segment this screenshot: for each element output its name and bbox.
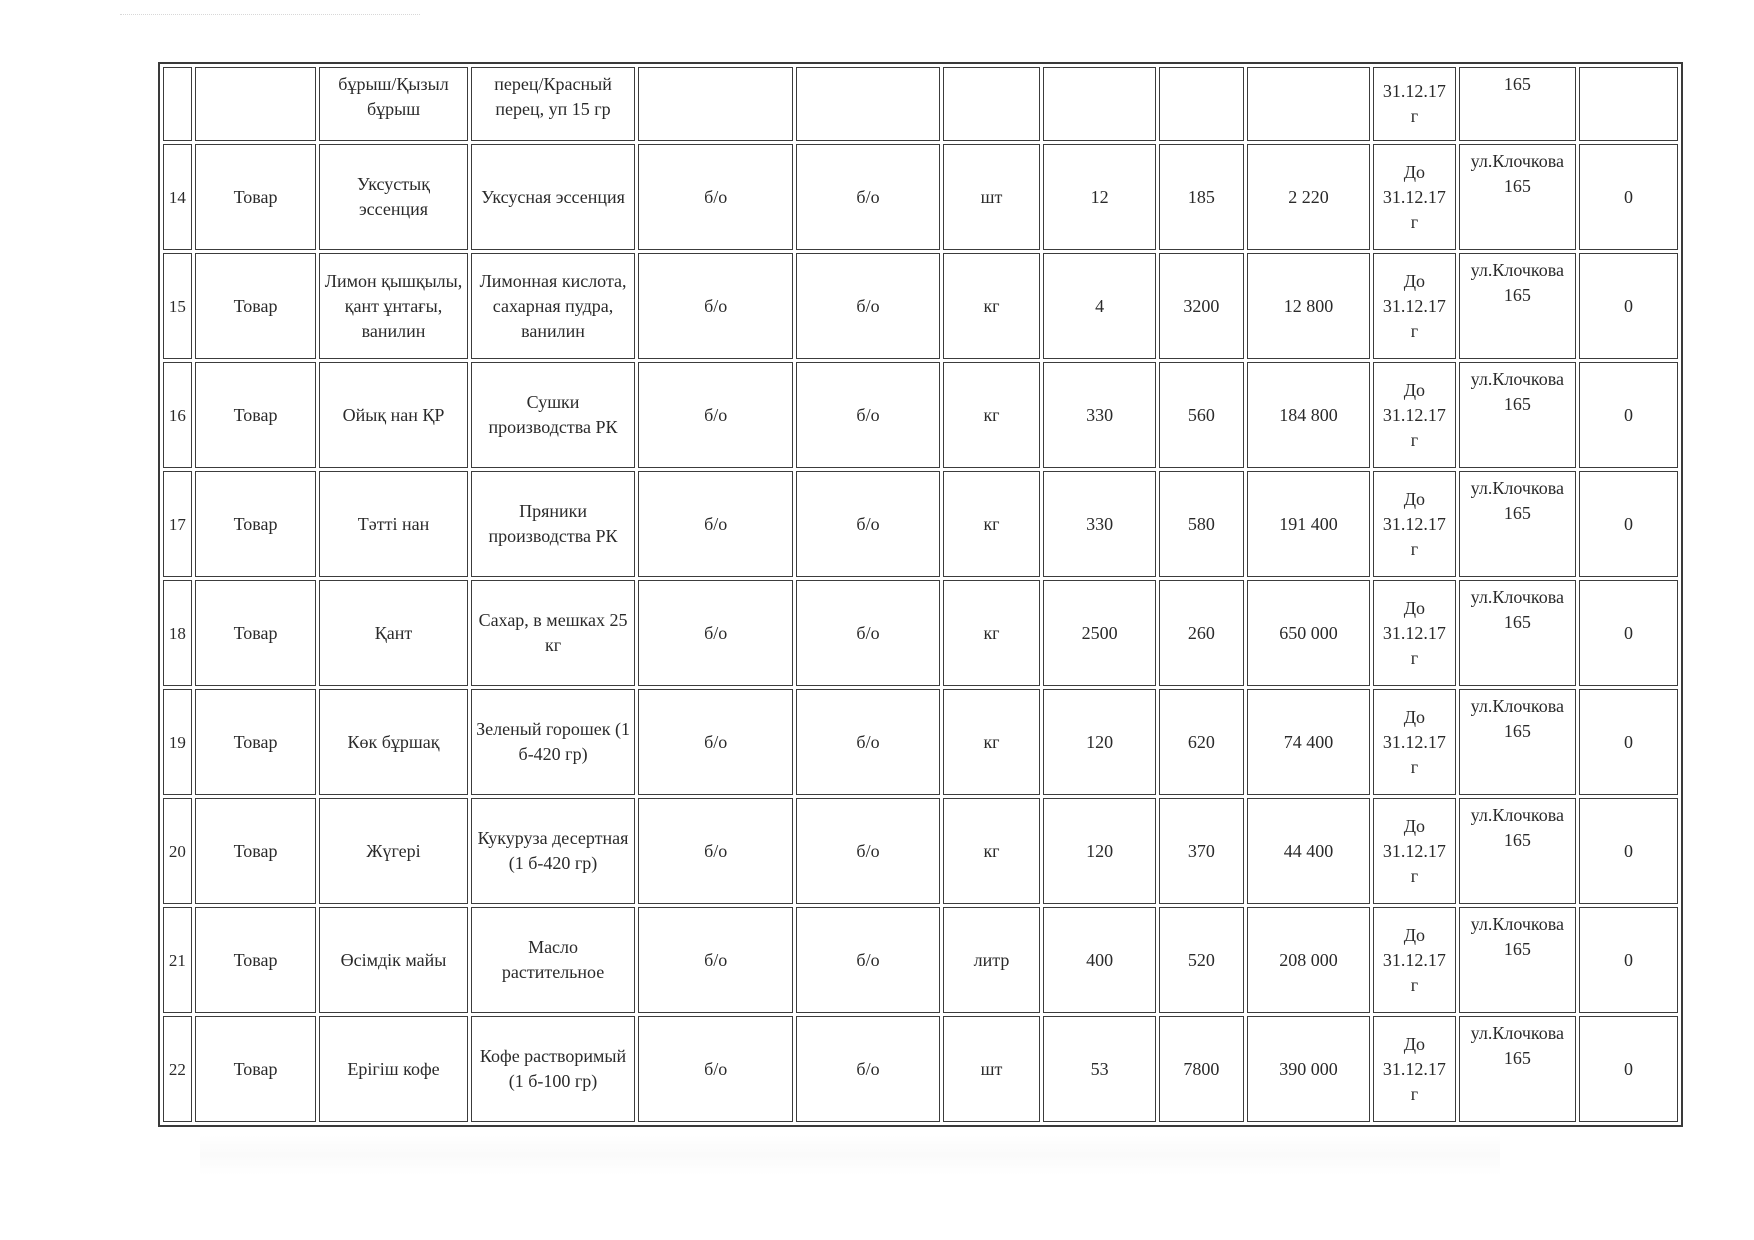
cell-advance: 0	[1579, 798, 1678, 904]
cell-place: ул.Клочкова 165	[1459, 580, 1576, 686]
cell-name-kz: Уксустық эссенция	[319, 144, 467, 250]
cell-spec1: б/о	[638, 362, 792, 468]
cell-place: ул.Клочкова 165	[1459, 689, 1576, 795]
cell-sum: 390 000	[1247, 1016, 1371, 1122]
cell-sum: 184 800	[1247, 362, 1371, 468]
cell-type: Товар	[195, 471, 317, 577]
cell-name-ru: Масло растительное	[471, 907, 636, 1013]
cell-spec1: б/о	[638, 253, 792, 359]
cell-sum: 12 800	[1247, 253, 1371, 359]
cell-qty	[1043, 67, 1156, 141]
table-row	[163, 907, 1678, 1013]
cell-spec2: б/о	[796, 907, 940, 1013]
cell-place: ул.Клочкова 165	[1459, 362, 1576, 468]
cell-spec1: б/о	[638, 798, 792, 904]
cell-price: 260	[1159, 580, 1243, 686]
cell-qty: 120	[1043, 798, 1156, 904]
cell-spec1: б/о	[638, 144, 792, 250]
cell-price: 580	[1159, 471, 1243, 577]
cell-spec2	[796, 67, 940, 141]
cell-name-kz: Көк бұршақ	[319, 689, 467, 795]
cell-price: 185	[1159, 144, 1243, 250]
cell-place: ул.Клочкова 165	[1459, 1016, 1576, 1122]
cell-price	[1159, 67, 1243, 141]
cell-term: До 31.12.17 г	[1373, 362, 1455, 468]
cell-sum: 44 400	[1247, 798, 1371, 904]
cell-advance: 0	[1579, 1016, 1678, 1122]
cell-unit: шт	[943, 1016, 1040, 1122]
cell-type: Товар	[195, 580, 317, 686]
cell-unit: кг	[943, 580, 1040, 686]
cell-name-kz: Тәтті нан	[319, 471, 467, 577]
cell-sum: 208 000	[1247, 907, 1371, 1013]
cell-name-ru: Кофе растворимый (1 б-100 гр)	[471, 1016, 636, 1122]
table-row	[163, 1016, 1678, 1122]
cell-term: 31.12.17 г	[1373, 67, 1455, 141]
cell-unit: кг	[943, 471, 1040, 577]
cell-number: 18	[163, 580, 192, 686]
cell-qty: 2500	[1043, 580, 1156, 686]
cell-term: До 31.12.17 г	[1373, 471, 1455, 577]
cell-advance: 0	[1579, 362, 1678, 468]
table-body	[163, 67, 1678, 1122]
cell-price: 7800	[1159, 1016, 1243, 1122]
table-row	[163, 471, 1678, 577]
cell-term: До 31.12.17 г	[1373, 689, 1455, 795]
cell-price: 560	[1159, 362, 1243, 468]
cell-term: До 31.12.17 г	[1373, 144, 1455, 250]
cell-term: До 31.12.17 г	[1373, 253, 1455, 359]
cell-qty: 120	[1043, 689, 1156, 795]
cell-name-ru: Лимонная кислота, сахарная пудра, ванилин	[471, 253, 636, 359]
cell-spec2: б/о	[796, 253, 940, 359]
cell-unit: кг	[943, 798, 1040, 904]
cell-advance: 0	[1579, 689, 1678, 795]
cell-unit: кг	[943, 689, 1040, 795]
cell-advance: 0	[1579, 907, 1678, 1013]
cell-spec2: б/о	[796, 471, 940, 577]
cell-type: Товар	[195, 689, 317, 795]
cell-term: До 31.12.17 г	[1373, 907, 1455, 1013]
table-row	[163, 362, 1678, 468]
cell-number: 14	[163, 144, 192, 250]
cell-sum	[1247, 67, 1371, 141]
cell-place: ул.Клочкова 165	[1459, 253, 1576, 359]
cell-spec2: б/о	[796, 144, 940, 250]
cell-sum: 191 400	[1247, 471, 1371, 577]
table-row	[163, 689, 1678, 795]
cell-place: ул.Клочкова 165	[1459, 471, 1576, 577]
cell-qty: 400	[1043, 907, 1156, 1013]
table-row	[163, 798, 1678, 904]
cell-sum: 650 000	[1247, 580, 1371, 686]
cell-name-kz: Өсімдік майы	[319, 907, 467, 1013]
cell-type: Товар	[195, 1016, 317, 1122]
cell-qty: 330	[1043, 471, 1156, 577]
cell-type: Товар	[195, 907, 317, 1013]
cell-spec1: б/о	[638, 689, 792, 795]
cell-name-ru: перец/Красный перец, уп 15 гр	[471, 67, 636, 141]
cell-name-ru: Зеленый горошек (1 б-420 гр)	[471, 689, 636, 795]
cell-name-ru: Кукуруза десертная (1 б-420 гр)	[471, 798, 636, 904]
scan-artifact-bottom	[200, 1135, 1500, 1175]
cell-number: 22	[163, 1016, 192, 1122]
cell-unit	[943, 67, 1040, 141]
cell-unit: кг	[943, 253, 1040, 359]
cell-advance: 0	[1579, 471, 1678, 577]
cell-term: До 31.12.17 г	[1373, 580, 1455, 686]
table-row	[163, 144, 1678, 250]
table-row	[163, 253, 1678, 359]
cell-place: ул.Клочкова 165	[1459, 798, 1576, 904]
cell-price: 620	[1159, 689, 1243, 795]
cell-spec1: б/о	[638, 907, 792, 1013]
cell-price: 3200	[1159, 253, 1243, 359]
table-row	[163, 580, 1678, 686]
cell-name-ru: Уксусная эссенция	[471, 144, 636, 250]
cell-unit: литр	[943, 907, 1040, 1013]
cell-number: 20	[163, 798, 192, 904]
cell-type	[195, 67, 317, 141]
cell-qty: 4	[1043, 253, 1156, 359]
cell-price: 520	[1159, 907, 1243, 1013]
cell-spec1: б/о	[638, 471, 792, 577]
cell-spec2: б/о	[796, 689, 940, 795]
cell-qty: 12	[1043, 144, 1156, 250]
cell-spec1: б/о	[638, 1016, 792, 1122]
cell-advance: 0	[1579, 580, 1678, 686]
cell-type: Товар	[195, 253, 317, 359]
cell-name-ru: Сушки производства РК	[471, 362, 636, 468]
cell-name-kz: бұрыш/Қызыл бұрыш	[319, 67, 467, 141]
cell-name-kz: Ойық нан ҚР	[319, 362, 467, 468]
cell-spec2: б/о	[796, 798, 940, 904]
cell-advance: 0	[1579, 253, 1678, 359]
cell-name-kz: Жүгері	[319, 798, 467, 904]
cell-number: 19	[163, 689, 192, 795]
cell-price: 370	[1159, 798, 1243, 904]
cell-term: До 31.12.17 г	[1373, 798, 1455, 904]
cell-name-kz: Қант	[319, 580, 467, 686]
cell-advance	[1579, 67, 1678, 141]
cell-number	[163, 67, 192, 141]
cell-place: 165	[1459, 67, 1576, 141]
scan-artifact	[120, 14, 420, 25]
cell-type: Товар	[195, 144, 317, 250]
cell-name-ru: Сахар, в мешках 25 кг	[471, 580, 636, 686]
cell-qty: 53	[1043, 1016, 1156, 1122]
cell-advance: 0	[1579, 144, 1678, 250]
cell-name-kz: Ерігіш кофе	[319, 1016, 467, 1122]
cell-number: 16	[163, 362, 192, 468]
cell-spec2: б/о	[796, 362, 940, 468]
cell-number: 21	[163, 907, 192, 1013]
cell-sum: 2 220	[1247, 144, 1371, 250]
cell-sum: 74 400	[1247, 689, 1371, 795]
cell-spec1	[638, 67, 792, 141]
cell-unit: кг	[943, 362, 1040, 468]
cell-term: До 31.12.17 г	[1373, 1016, 1455, 1122]
cell-number: 17	[163, 471, 192, 577]
cell-qty: 330	[1043, 362, 1156, 468]
cell-type: Товар	[195, 798, 317, 904]
procurement-table	[158, 62, 1683, 1127]
cell-spec2: б/о	[796, 1016, 940, 1122]
cell-number: 15	[163, 253, 192, 359]
cell-place: ул.Клочкова 165	[1459, 907, 1576, 1013]
table-row-continuation	[163, 67, 1678, 141]
cell-spec2: б/о	[796, 580, 940, 686]
cell-type: Товар	[195, 362, 317, 468]
cell-spec1: б/о	[638, 580, 792, 686]
cell-unit: шт	[943, 144, 1040, 250]
cell-name-kz: Лимон қышқылы, қант ұнтағы, ванилин	[319, 253, 467, 359]
cell-place: ул.Клочкова 165	[1459, 144, 1576, 250]
cell-name-ru: Пряники производства РК	[471, 471, 636, 577]
